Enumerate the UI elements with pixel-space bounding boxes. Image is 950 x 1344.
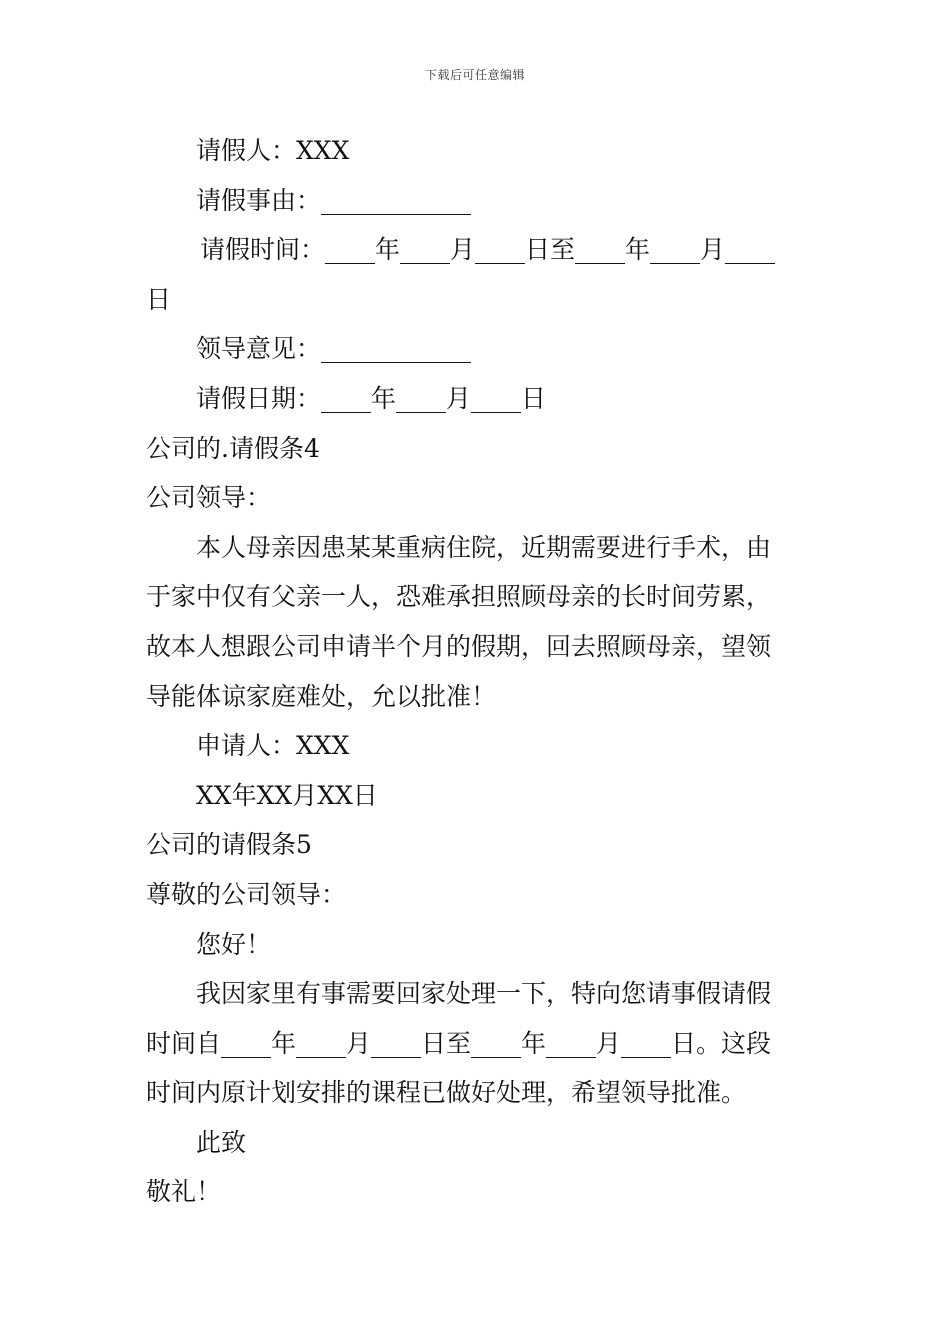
leave-reason-line: 请假事由：____________ xyxy=(196,185,472,215)
leave-date-line: 请假日期：____年____月____日 xyxy=(196,383,547,413)
header-note: 下载后可任意编辑 xyxy=(424,68,525,82)
body-paragraph-line: 于家中仅有父亲一人，恐难承担照顾母亲的长时间劳累， xyxy=(146,582,772,612)
body-paragraph-line: 故本人想跟公司申请半个月的假期，回去照顾母亲，望领 xyxy=(146,631,772,661)
body-paragraph-line: 导能体谅家庭难处，允以批准！ xyxy=(146,681,497,711)
salutation-4: 公司领导： xyxy=(146,483,272,513)
document-body xyxy=(146,126,808,1217)
section-heading-4: 公司的.请假条4 xyxy=(146,433,320,463)
greeting-line: 您好！ xyxy=(196,929,272,959)
applicant-signature: 申请人：XXX xyxy=(196,731,350,761)
body-paragraph-line: 时间内原计划安排的课程已做好处理，希望领导批准。 xyxy=(146,1078,747,1108)
salutation-5: 尊敬的公司领导： xyxy=(146,879,347,909)
section-heading-5: 公司的请假条5 xyxy=(146,830,312,860)
body-paragraph-line: 时间自____年____月____日至____年____月____日。这段 xyxy=(146,1028,772,1058)
leave-time-line: 请假时间：____年____月____日至____年____月____ xyxy=(200,235,776,265)
body-paragraph-line: 本人母亲因患某某重病住院，近期需要进行手术，由 xyxy=(196,532,772,562)
closing-regards: 敬礼！ xyxy=(146,1177,222,1207)
body-paragraph-line: 我因家里有事需要回家处理一下，特向您请事假请假 xyxy=(196,979,772,1009)
applicant-line: 请假人：XXX xyxy=(196,136,350,165)
leader-opinion-line: 领导意见：____________ xyxy=(196,334,472,364)
signature-date: XX年XX月XX日 xyxy=(196,780,378,810)
leave-time-line-continued: 日 xyxy=(146,284,172,314)
closing-line: 此致 xyxy=(196,1127,247,1157)
